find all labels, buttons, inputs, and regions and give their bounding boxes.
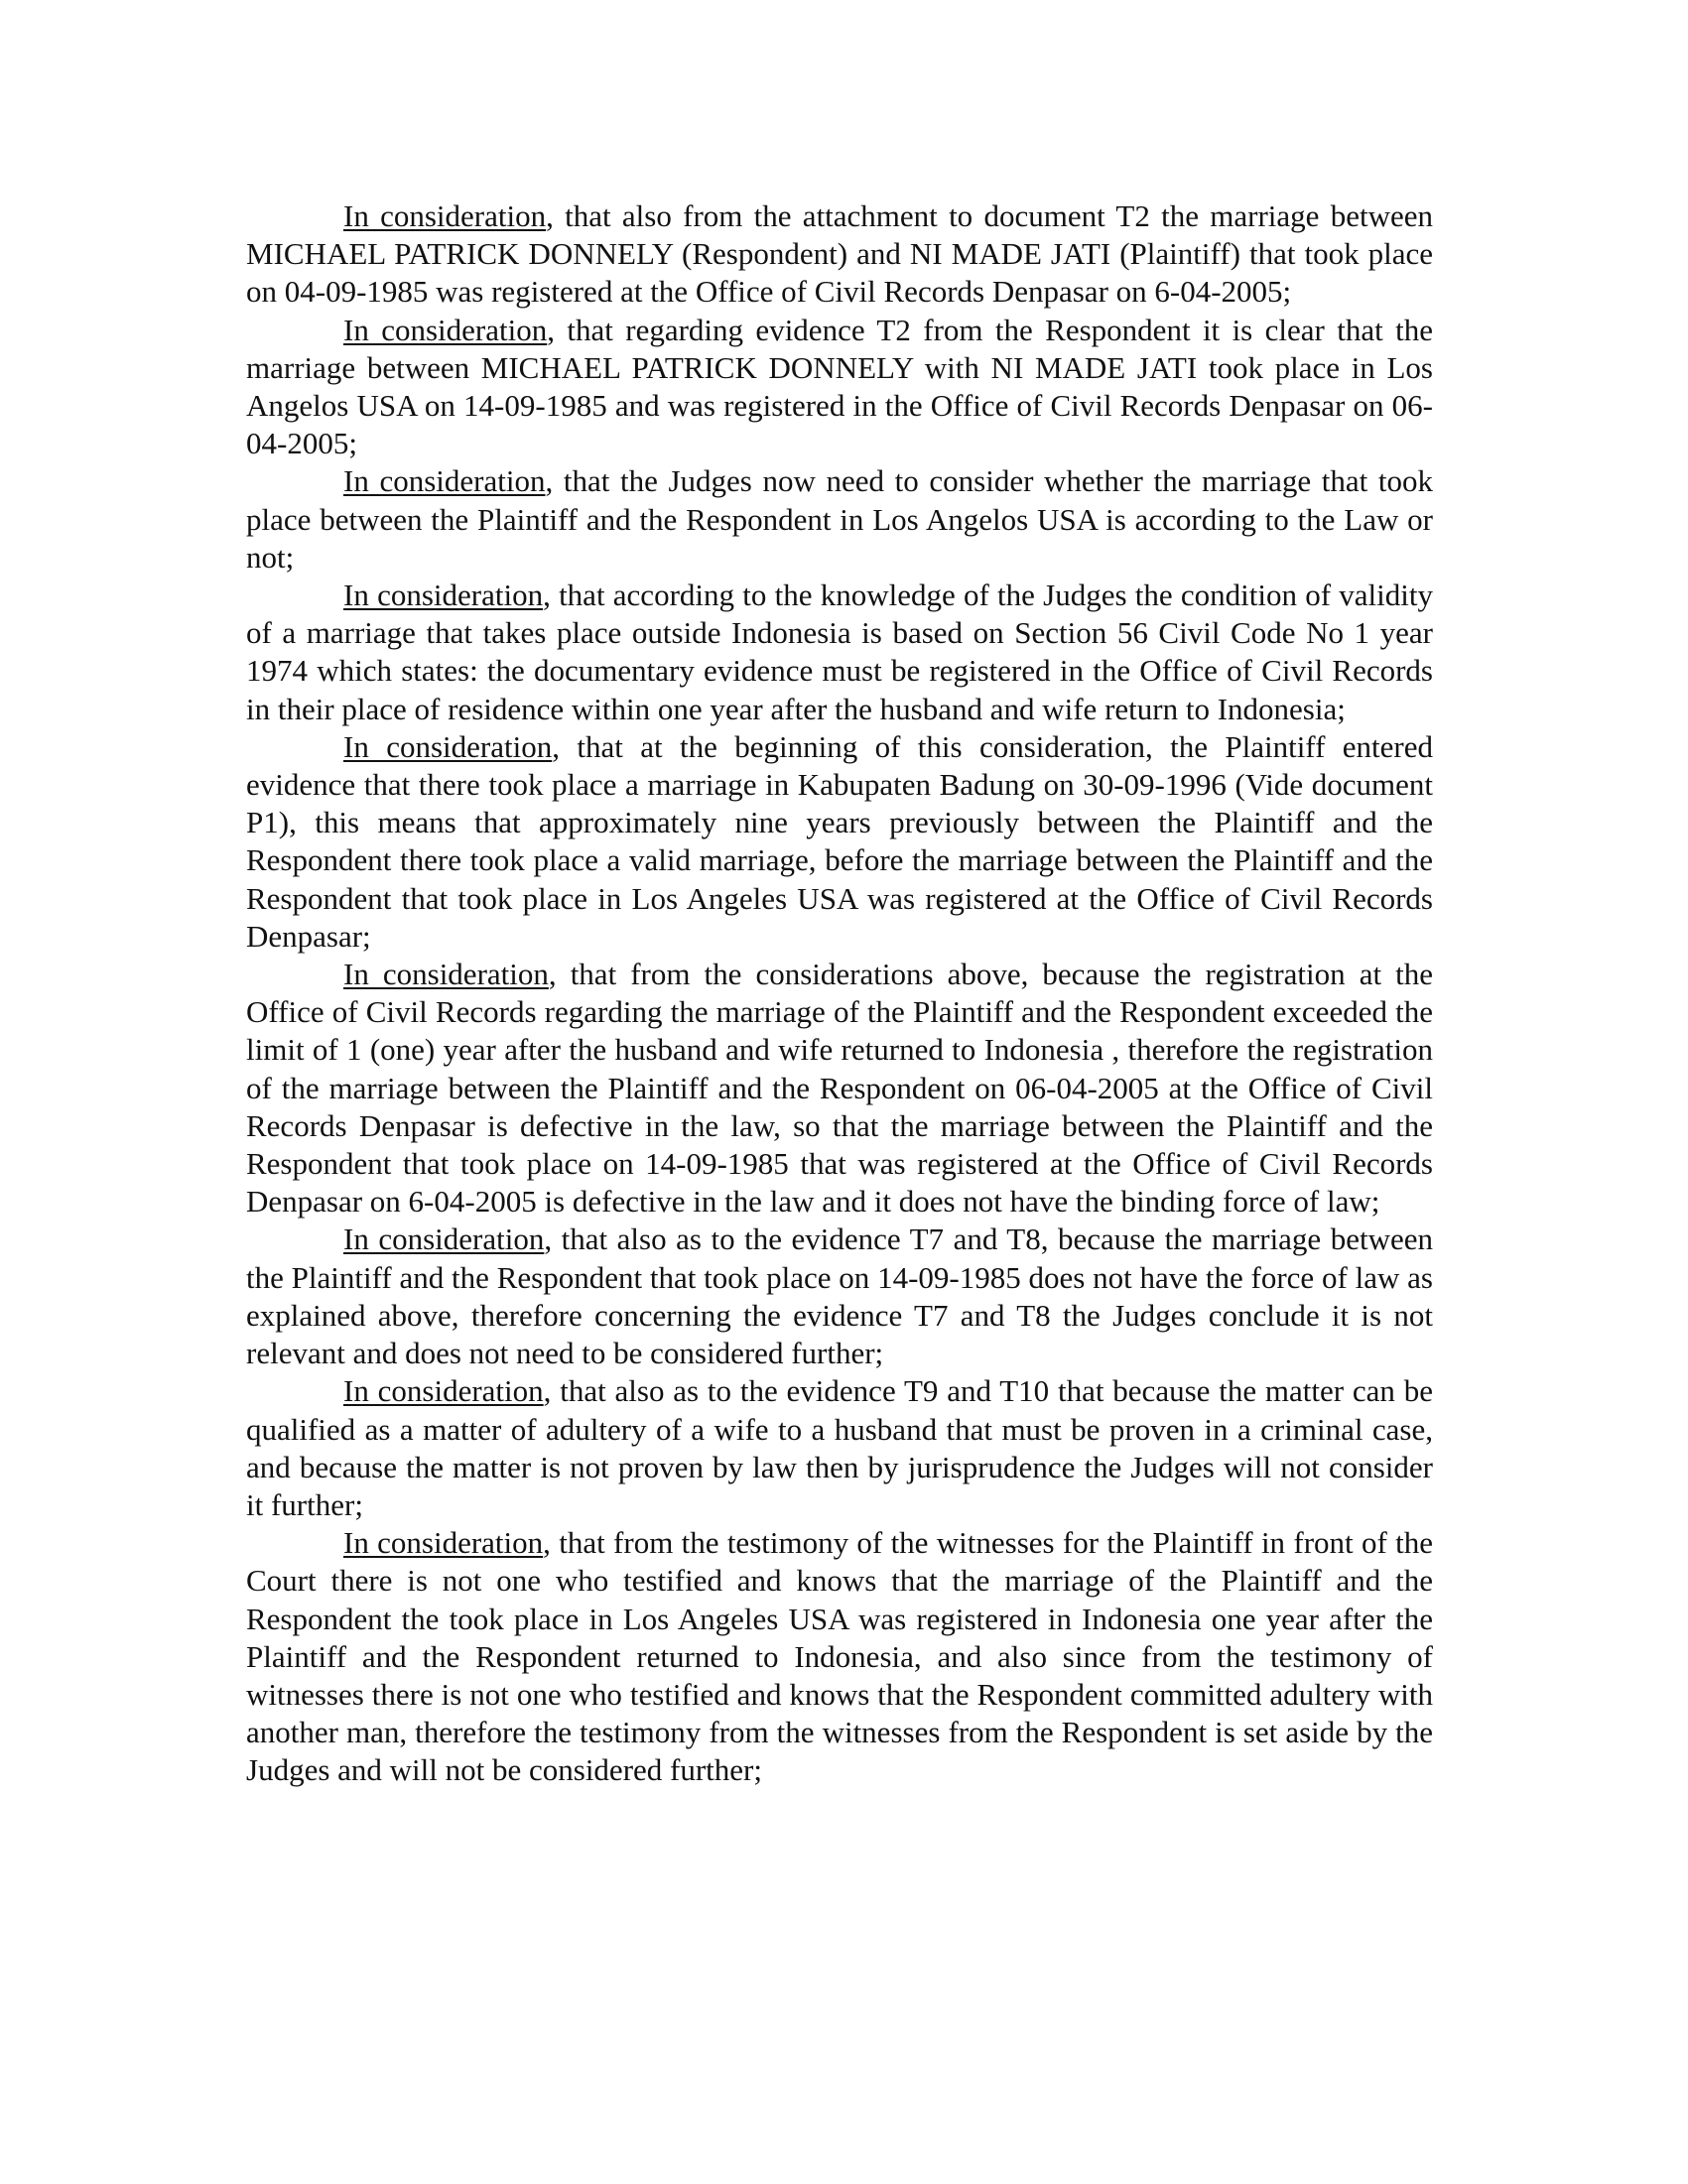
paragraph-text: , that also as to the evidence T7 and T8, because the marriage between the Plaintiff and the Respondent that took place on 14-09-1985 does not have the force of law as explained above, therefore concerning the evidence T7 and T8 the Judges conclude it is not relevant and does not need to be considered further; <box>246 1221 1433 1371</box>
paragraph-text: , that according to the knowledge of the Judges the condition of validity of a marriage that takes place outside Indonesia is based on Section 56 Civil Code No 1 year 1974 which states: the documentary evidence must be registered in the Office of Civil Records in their place of residence within one year after the husband and wife return to Indonesia; <box>246 578 1434 726</box>
paragraph-text: , that from the testimony of the witnesses for the Plaintiff in front of the Court there is not one who testified and knows that the marriage of the Plaintiff and the Respondent the took place in Los Angeles USA was registered in Indonesia one year after the Plaintiff and the Respondent returned to Indonesia, and also since from the testimony of witnesses there is not one who testified and knows that the Respondent committed adultery with another man, therefore the testimony from the witnesses from the Respondent is set aside by the Judges and will not be considered further; <box>246 1525 1433 1788</box>
paragraph-lead: In consideration <box>343 1221 545 1257</box>
paragraph-lead: In consideration <box>343 463 546 499</box>
paragraph-2 <box>246 312 1433 463</box>
paragraph-text: , that also from the attachment to document T2 the marriage between MICHAEL PATRICK DONNELY (Respondent) and NI MADE JATI (Plaintiff) that took place on 04-09-1985 was registered at the Office of Civil Records Denpasar on 6-04-2005; <box>246 198 1433 310</box>
paragraph-4 <box>246 577 1433 728</box>
paragraph-lead: In consideration <box>343 1525 544 1561</box>
paragraph-8 <box>246 1372 1433 1524</box>
paragraph-text: , that regarding evidence T2 from the Respondent it is clear that the marriage between MICHAEL PATRICK DONNELY with NI MADE JATI took place in Los Angelos USA on 14-09-1985 and was registered in the Office of Civil Records Denpasar on 06-04-2005; <box>246 312 1434 461</box>
paragraph-9 <box>246 1524 1433 1789</box>
paragraph-lead: In consideration <box>343 312 548 347</box>
paragraph-text: , that at the beginning of this consideration, the Plaintiff entered evidence that there took place a marriage in Kabupaten Badung on 30-09-1996 (Vide document P1), this means that approximately nine years previously between the Plaintiff and the Respondent there took place a valid marriage, before the marriage between the Plaintiff and the Respondent that took place in Los Angeles USA was registered at the Office of Civil Records Denpasar; <box>246 728 1433 954</box>
paragraph-text: , that the Judges now need to consider whether the marriage that took place between the Plaintiff and the Respondent in Los Angelos USA is according to the Law or not; <box>246 463 1434 575</box>
paragraph-lead: In consideration <box>343 728 553 764</box>
paragraph-3 <box>246 462 1433 577</box>
document-page <box>246 197 1433 1790</box>
paragraph-6 <box>246 956 1433 1220</box>
paragraph-lead: In consideration <box>343 578 544 613</box>
paragraph-lead: In consideration <box>343 198 547 233</box>
paragraph-1 <box>246 197 1433 312</box>
paragraph-7 <box>246 1220 1433 1372</box>
paragraph-lead: In consideration <box>343 957 549 992</box>
paragraph-lead: In consideration <box>343 1373 544 1409</box>
paragraph-5 <box>246 728 1433 956</box>
paragraph-text: , that from the considerations above, because the registration at the Office of Civil Records regarding the marriage of the Plaintiff and the Respondent exceeded the limit of 1 (one) year after the husband and wife returned to Indonesia , therefore the registration of the marriage between the Plaintiff and the Respondent on 06-04-2005 at the Office of Civil Records Denpasar is defective in the law, so that the marriage between the Plaintiff and the Respondent that took place on 14-09-1985 that was registered at the Office of Civil Records Denpasar on 6-04-2005 is defective in the law and it does not have the binding force of law; <box>246 957 1434 1220</box>
paragraph-text: , that also as to the evidence T9 and T10 that because the matter can be qualified as a matter of adultery of a wife to a husband that must be proven in a criminal case, and because the matter is not proven by law then by jurisprudence the Judges will not consider it further; <box>246 1373 1434 1522</box>
